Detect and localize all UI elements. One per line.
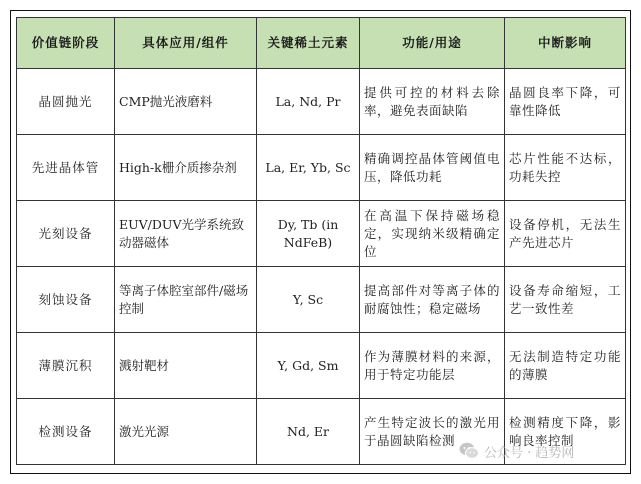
cell-application: High-k栅介质掺杂剂 <box>115 135 257 201</box>
cell-impact: 设备寿命缩短，工艺一致性差 <box>505 267 626 333</box>
header-application: 具体应用/组件 <box>115 18 257 69</box>
cell-elements: Y, Gd, Sm <box>257 333 360 399</box>
header-impact: 中断影响 <box>505 18 626 69</box>
cell-function: 产生特定波长的激光用于晶圆缺陷检测 <box>360 399 505 465</box>
cell-stage: 刻蚀设备 <box>17 267 115 333</box>
cell-impact: 晶圆良率下降，可靠性降低 <box>505 69 626 135</box>
cell-application: 溅射靶材 <box>115 333 257 399</box>
header-row <box>17 18 626 69</box>
cell-function: 在高温下保持磁场稳定，实现纳米级精确定位 <box>360 201 505 267</box>
cell-elements: La, Er, Yb, Sc <box>257 135 360 201</box>
table-row <box>17 333 626 399</box>
cell-stage: 先进晶体管 <box>17 135 115 201</box>
cell-elements: Nd, Er <box>257 399 360 465</box>
cell-impact: 设备停机，无法生产先进芯片 <box>505 201 626 267</box>
table-row <box>17 69 626 135</box>
watermark-text: 公众号 · 趋势网 <box>484 445 575 461</box>
table-row <box>17 267 626 333</box>
cell-stage: 光刻设备 <box>17 201 115 267</box>
wechat-logo-icon <box>458 440 480 462</box>
cell-function: 提供可控的材料去除率，避免表面缺陷 <box>360 69 505 135</box>
header-elements: 关键稀土元素 <box>257 18 360 69</box>
cell-function: 提高部件对等离子体的耐腐蚀性；稳定磁场 <box>360 267 505 333</box>
cell-stage: 晶圆抛光 <box>17 69 115 135</box>
header-stage: 价值链阶段 <box>17 18 115 69</box>
cell-function: 作为薄膜材料的来源，用于特定功能层 <box>360 333 505 399</box>
cell-elements: Y, Sc <box>257 267 360 333</box>
rare-earth-value-chain-table <box>16 17 626 465</box>
cell-impact: 无法制造特定功能的薄膜 <box>505 333 626 399</box>
cell-application: CMP抛光液磨料 <box>115 69 257 135</box>
watermark <box>458 438 574 464</box>
cell-application: EUV/DUV光学系统致动器磁体 <box>115 201 257 267</box>
cell-function: 精确调控晶体管阈值电压，降低功耗 <box>360 135 505 201</box>
cell-stage: 检测设备 <box>17 399 115 465</box>
cell-elements: La, Nd, Pr <box>257 69 360 135</box>
cell-stage: 薄膜沉积 <box>17 333 115 399</box>
cell-elements: Dy, Tb (in NdFeB) <box>257 201 360 267</box>
cell-application: 激光光源 <box>115 399 257 465</box>
table-row <box>17 201 626 267</box>
cell-impact: 检测精度下降，影响良率控制 <box>505 399 626 465</box>
table-row <box>17 135 626 201</box>
cell-application: 等离子体腔室部件/磁场控制 <box>115 267 257 333</box>
header-function: 功能/用途 <box>360 18 505 69</box>
cell-impact: 芯片性能不达标，功耗失控 <box>505 135 626 201</box>
